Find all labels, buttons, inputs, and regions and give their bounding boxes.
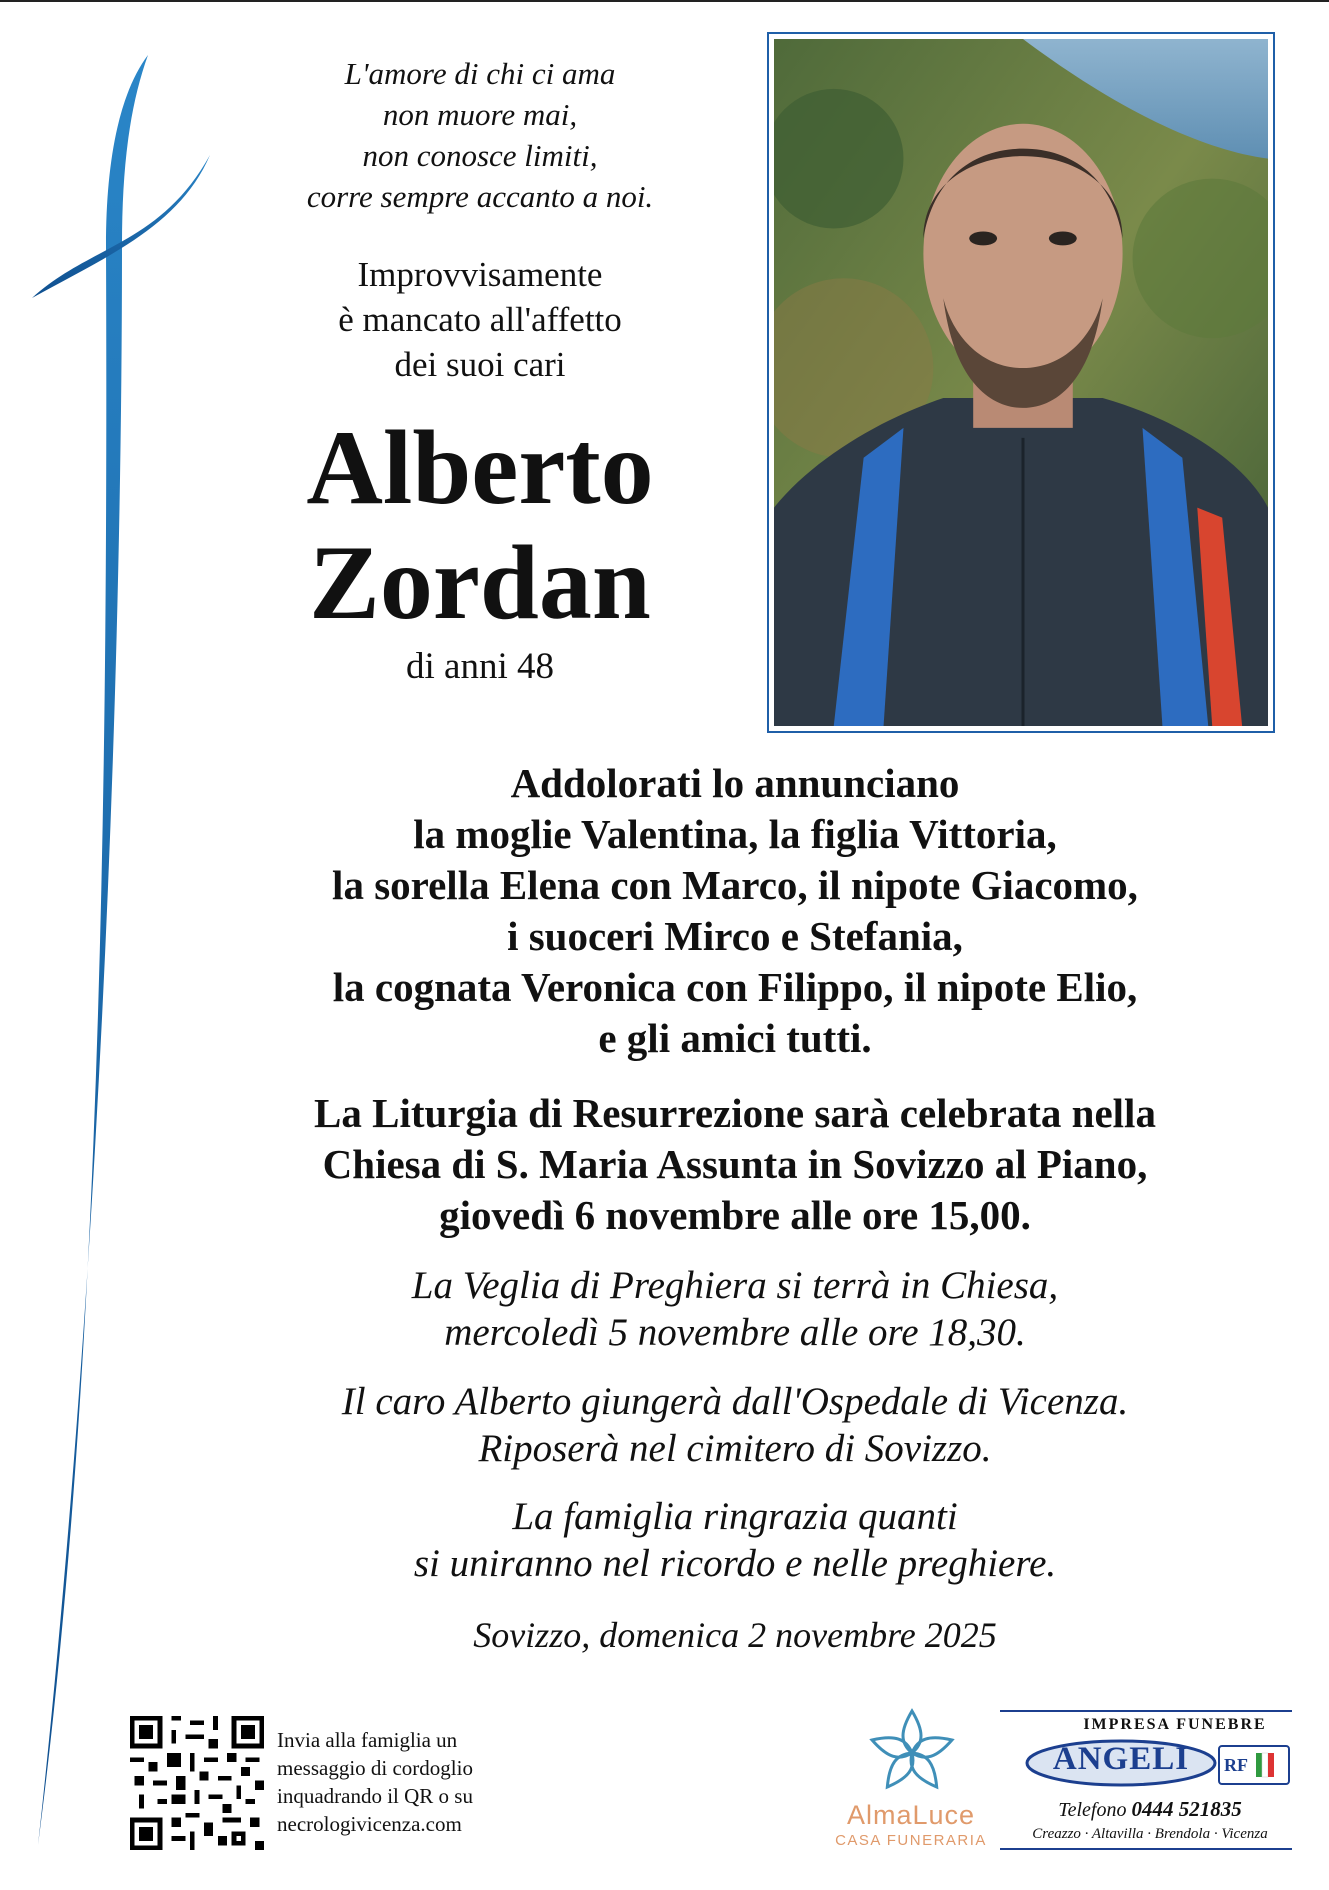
qr-instructions [277, 1726, 517, 1838]
phone-label: Telefono [1058, 1799, 1127, 1821]
funeral-service [230, 1088, 1240, 1241]
service-line: giovedì 6 novembre alle ore 15,00. [439, 1192, 1031, 1238]
vigil-line: mercoledì 5 novembre alle ore 18,30. [444, 1311, 1026, 1354]
family-thanks [230, 1493, 1240, 1587]
deceased-name [200, 410, 760, 640]
announcement-line: Improvvisamente [357, 255, 603, 294]
qr-line: inquadrando il QR o su [277, 1784, 473, 1808]
mourners-line: Addolorati lo annunciano [510, 760, 960, 806]
mourners-list [230, 758, 1240, 1064]
mourners-line: la sorella Elena con Marco, il nipote Giacomo, [332, 862, 1138, 908]
place-date: Sovizzo, domenica 2 novembre 2025 [473, 1615, 997, 1655]
angeli-towns: Creazzo · Altavilla · Brendola · Vicenza [1032, 1826, 1268, 1842]
quote-line: non muore mai, [382, 97, 578, 132]
qr-line: Invia alla famiglia un [277, 1728, 458, 1752]
memorial-quote [240, 53, 720, 217]
last-name: Zordan [309, 524, 651, 641]
almaluce-subtitle: CASA FUNERARIA [835, 1832, 987, 1849]
service-line: La Liturgia di Resurrezione sarà celebrata nella [314, 1090, 1156, 1136]
deceased-age: di anni 48 [406, 646, 554, 687]
vigil-line: La Veglia di Preghiera si terrà in Chiesa, [411, 1264, 1059, 1307]
mourners-line: la cognata Veronica con Filippo, il nipote Elio, [332, 964, 1138, 1010]
top-rule [0, 0, 1329, 2]
qr-line: messaggio di cordoglio [277, 1756, 473, 1780]
mourners-line: i suoceri Mirco e Stefania, [507, 913, 963, 959]
announcement-line: dei suoi cari [394, 345, 566, 384]
quote-line: corre sempre accanto a noi. [306, 179, 654, 214]
prayer-vigil [230, 1262, 1240, 1356]
portrait-frame [767, 32, 1275, 733]
angeli-header: IMPRESA FUNEBRE [1083, 1716, 1267, 1733]
arrival-line: Il caro Alberto giungerà dall'Ospedale di Vicenza. [341, 1380, 1129, 1423]
service-line: Chiesa di S. Maria Assunta in Sovizzo al Piano, [322, 1141, 1148, 1187]
angeli-phone [1010, 1797, 1290, 1822]
mourners-line: e gli amici tutti. [598, 1015, 872, 1061]
announcement [240, 252, 720, 387]
first-name: Alberto [306, 409, 654, 526]
angeli-name: ANGELI [1052, 1741, 1190, 1777]
mourners-line: la moglie Valentina, la figlia Vittoria, [413, 811, 1057, 857]
cross-icon [30, 55, 240, 1845]
quote-line: non conosce limiti, [362, 138, 598, 173]
thanks-line: si uniranno nel ricordo e nelle preghiere. [413, 1542, 1057, 1585]
thanks-line: La famiglia ringrazia quanti [512, 1495, 958, 1538]
almaluce-name: AlmaLuce [846, 1800, 976, 1830]
qr-code[interactable] [130, 1716, 264, 1850]
rete-funeraria-badge-icon [1218, 1745, 1290, 1785]
phone-number[interactable]: 0444 521835 [1131, 1797, 1242, 1821]
qr-line[interactable]: necrologivicenza.com [277, 1812, 462, 1836]
arrival-line: Riposerà nel cimitero di Sovizzo. [478, 1427, 992, 1470]
svg-text:RF: RF [1224, 1755, 1248, 1775]
arrival-burial [230, 1378, 1240, 1472]
quote-line: L'amore di chi ci ama [344, 56, 616, 91]
portrait-photo [774, 39, 1268, 726]
announcement-line: è mancato all'affetto [338, 300, 622, 339]
